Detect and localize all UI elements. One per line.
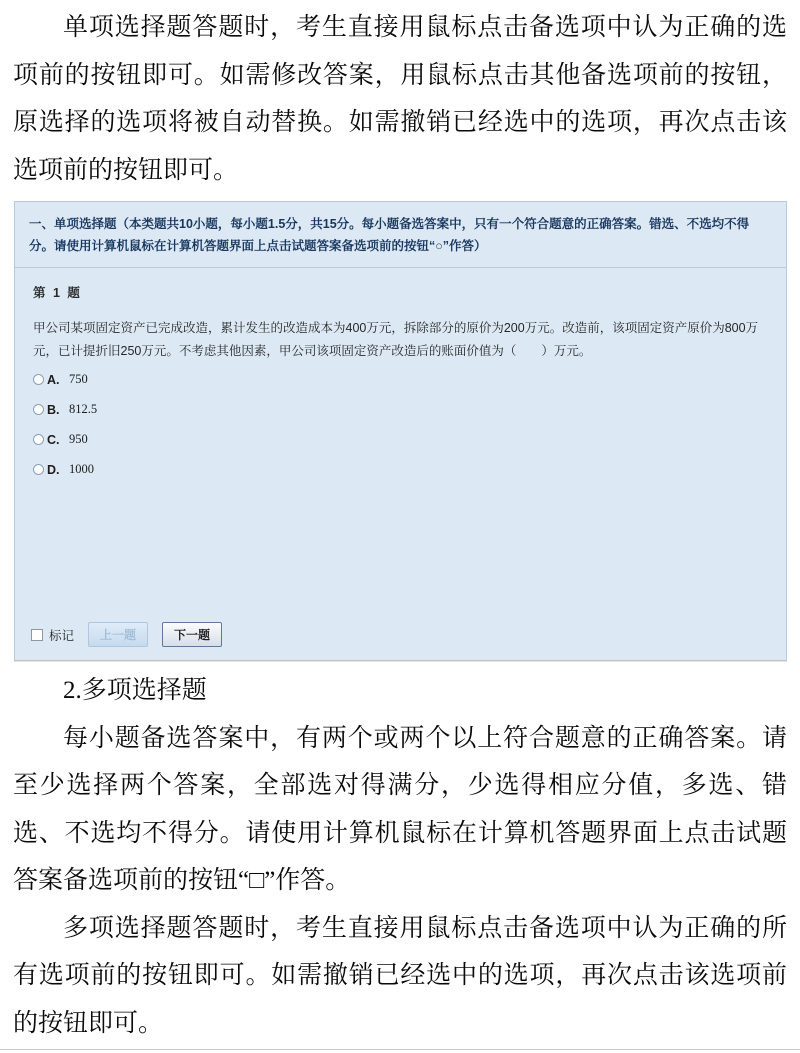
radio-button-icon[interactable] <box>33 434 44 445</box>
option-value: 812.5 <box>69 402 98 416</box>
paragraph-single-choice-instructions: 单项选择题答题时，考生直接用鼠标点击备选项中认为正确的选项前的按钮即可。如需修改答案，用鼠标点击其他备选项前的按钮，原选择的选项将被自动替换。如需撤销已经选中的选项，再次点击该选项前的按钮即可。 <box>13 14 787 184</box>
option-value: 750 <box>69 372 88 386</box>
radio-button-icon[interactable] <box>33 374 44 385</box>
page-bottom-divider <box>0 1049 800 1050</box>
option-letter: B. <box>47 402 60 417</box>
option-letter: C. <box>47 432 60 447</box>
option-value: 950 <box>69 432 88 446</box>
option-letter: D. <box>47 462 60 477</box>
question-number: 第 1 题 <box>33 285 82 300</box>
exam-footer-bar <box>15 622 786 660</box>
exam-section-header: 一、单项选择题（本类题共10小题，每小题1.5分，共15分。每小题备选答案中，只有一个符合题意的正确答案。错选、不选均不得分。请使用计算机鼠标在计算机答题界面上点击试题答案备选项前的按钮“○”作答） <box>15 202 786 268</box>
option-row-d[interactable] <box>33 461 768 478</box>
paragraph-multi-choice-rules: 每小题备选答案中，有两个或两个以上符合题意的正确答案。请至少选择两个答案，全部选对得满分，少选得相应分值，多选、错选、不选均不得分。请使用计算机鼠标在计算机答题界面上点击试题答案备选项前的按钮“□”作答。 <box>13 724 787 894</box>
mark-label[interactable]: 标记 <box>49 628 75 643</box>
exam-interface-panel <box>14 201 787 661</box>
option-value: 1000 <box>69 462 94 476</box>
option-row-c[interactable] <box>33 431 768 448</box>
section-heading-multi-choice: 2.多项选择题 <box>63 677 207 704</box>
question-text: 甲公司某项固定资产已完成改造，累计发生的改造成本为400万元，拆除部分的原价为200万元。改造前，该项固定资产原价为800万元，已计提折旧250万元。不考虑其他因素，甲公司该项固定资产改造后的账面价值为（ ）万元。 <box>33 320 759 358</box>
option-row-a[interactable] <box>33 371 768 388</box>
radio-button-icon[interactable] <box>33 464 44 475</box>
option-letter: A. <box>47 372 60 387</box>
paragraph-multi-choice-instructions: 多项选择题答题时，考生直接用鼠标点击备选项中认为正确的所有选项前的按钮即可。如需撤销已经选中的选项，再次点击该选项前的按钮即可。 <box>13 914 787 1037</box>
next-question-button[interactable]: 下一题 <box>162 622 222 647</box>
radio-button-icon[interactable] <box>33 404 44 415</box>
mark-checkbox[interactable] <box>31 629 43 641</box>
previous-question-button[interactable]: 上一题 <box>88 622 148 647</box>
option-row-b[interactable] <box>33 401 768 418</box>
exam-question-area <box>15 268 786 622</box>
